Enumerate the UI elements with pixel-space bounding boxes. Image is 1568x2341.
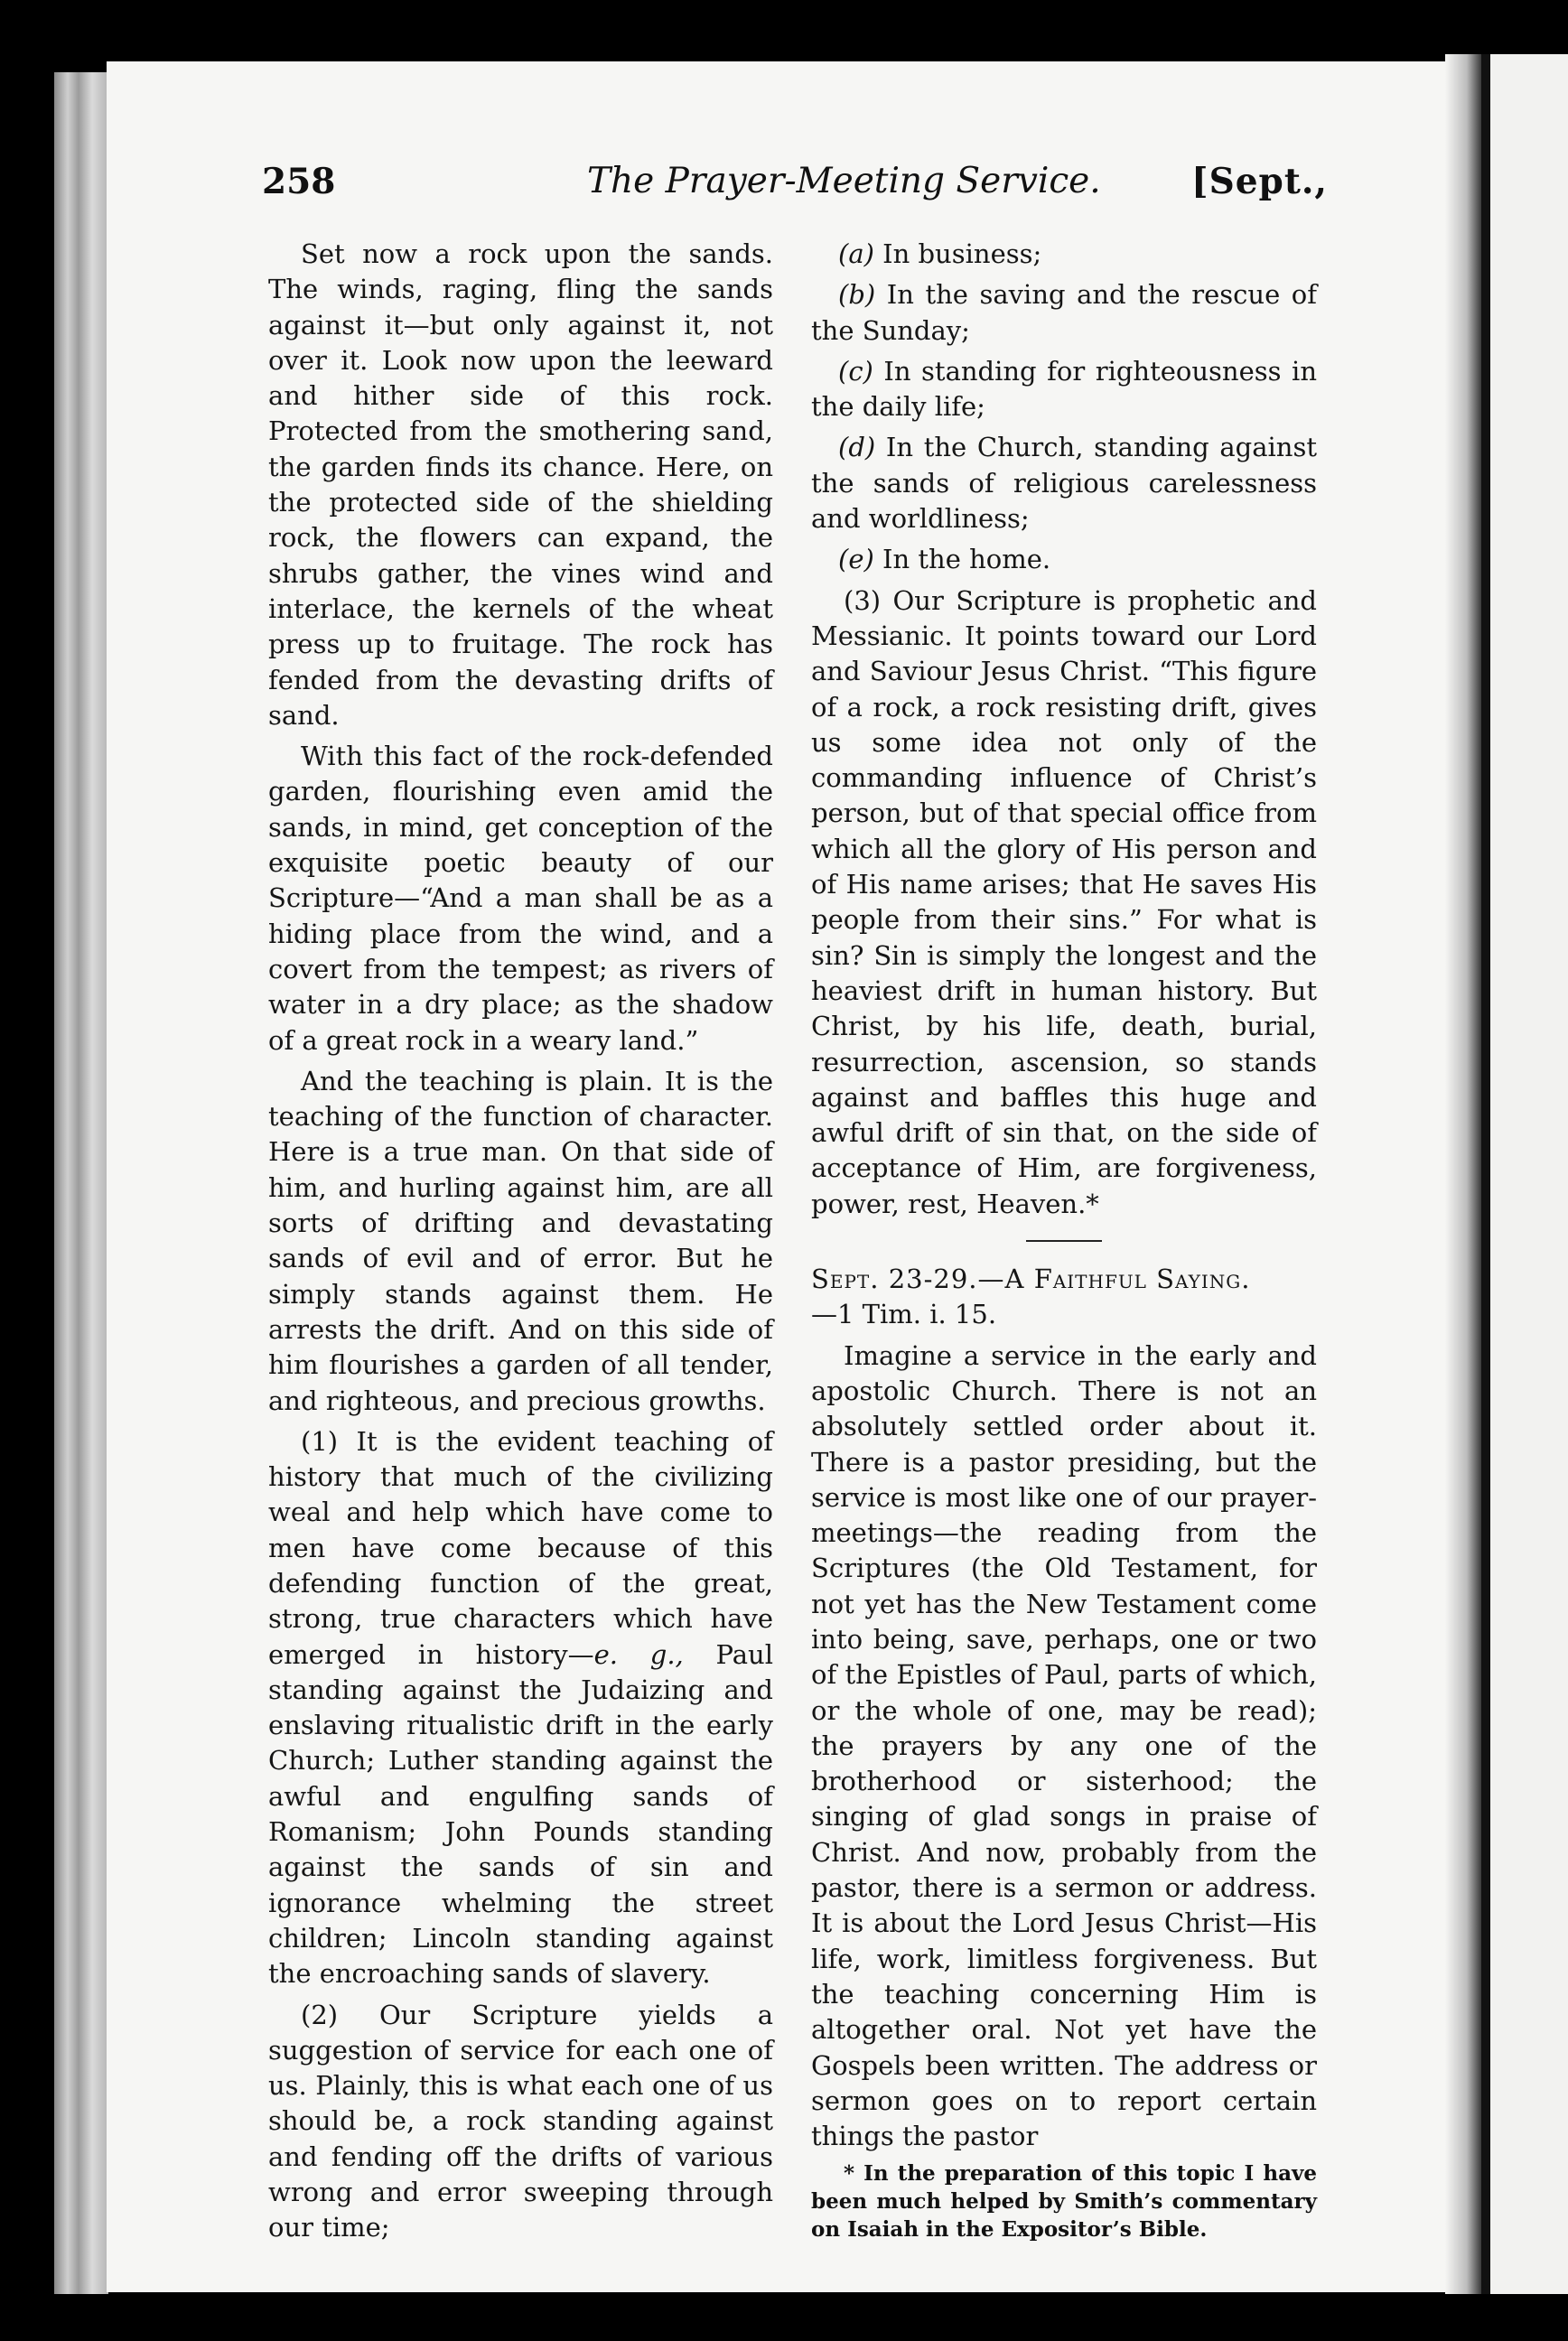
list-item-text: In the home. xyxy=(882,544,1051,575)
list-item-label: (e) xyxy=(838,544,874,575)
paragraph-function-of-character: And the teaching is plain. It is the teaching of the function of character. Here is a true man. On that side of him, and hurling against him, are all sorts of drifting and devastating sands of evil and of error. But he simply stands against them. He arrests the drift. And on this side of him flourishes a garden of all tender, and righteous, and precious growths. xyxy=(268,1065,773,1416)
paragraph-history-teaching xyxy=(268,1424,773,1992)
paragraph-early-church-service: Imagine a service in the early and apostolic Church. There is not an absolutely settled order about it. There is a pastor presiding, but the service is most like one of our prayer-meetings—the reading from the Scriptures (the Old Testament, for not yet has the New Testament come into being, save, perhaps, one or two of the Epistles of Paul, parts of which, or the whole of one, may be read); the prayers by any one of the brotherhood or sisterhood; the singing of glad songs in praise of Christ. And now, probably from the pastor, there is a sermon or address. It is about the Lord Jesus Christ—His life, work, limitless forgiveness. But the teaching concerning Him is altogether oral. Not yet have the Gospels been written. The address or sermon goes on to report certain things the pastor xyxy=(811,1339,1317,2152)
history-text-eg: e. g., xyxy=(593,1638,684,1670)
paragraph-rock-sands: Set now a rock upon the sands. The winds, raging, fling the sands against it—but only against it, not over it. Look now upon the leeward and hither side of this rock. Protected from the smothering sand, the garden finds its chance. Here, on the protected side of the shielding rock, the flowers can expand, the shrubs gather, the vines wind and interlace, the kernels of the wheat press up to fruitage. The rock has fended from the devasting drifts of sand. xyxy=(268,238,773,731)
list-item xyxy=(811,237,1317,272)
paragraph-messianic: (3) Our Scripture is prophetic and Messianic. It points toward our Lord and Saviour Jesus Christ. “This figure of a rock, a rock resisting drift, gives us some idea not only of the commanding influence of Christ’s person, but of that special office from which all the glory of His person and of His name arises; that He saves His people from their sins.” For what is sin? Sin is simply the longest and the heaviest drift in human history. But Christ, by his life, death, burial, resurrection, ascension, so stands against and baffles this huge and awful drift of sin that, on the side of acceptance of Him, are forgiveness, power, rest, Heaven.* xyxy=(811,584,1317,1219)
right-column xyxy=(811,237,1317,2249)
running-title: The Prayer-Meeting Service. xyxy=(587,161,1101,201)
topic-date: Sept. 23-29. xyxy=(811,1264,978,1295)
list-item-label: (b) xyxy=(838,279,876,311)
list-item-text: In standing for righteousness in the daily life; xyxy=(811,355,1317,423)
paragraph-rock-defended-garden: With this fact of the rock-defended garden, flourishing even amid the sands, in mind, get conception of the exquisite poetic beauty of our Scripture—“And a man shall be as a hiding place from the wind, and a covert from the tempest; as rivers of water in a dry place; as the shadow of a great rock in a weary land.” xyxy=(268,741,773,1056)
page-header xyxy=(262,161,1328,215)
history-text-b: Paul standing against the Judaizing and enslaving ritualistic drift in the early Church; Luther standing against the awful and engulfing sands of Romanism; John Pounds standing against the sands of sin and ignorance whelming the street children; Lincoln standing against the encroaching sands of slavery. xyxy=(268,1638,773,1990)
list-item xyxy=(811,277,1317,349)
gutter-shadow xyxy=(1445,54,1481,2294)
paragraph-service-suggestion: (2) Our Scripture yields a suggestion of service for each one of us. Plainly, this is what each one of us should be, a rock standing against and fending off the drifts of various wrong and error sweeping through our time; xyxy=(268,1999,773,2243)
left-column xyxy=(268,237,773,2252)
list-item-label: (c) xyxy=(838,355,873,387)
list-item-label: (a) xyxy=(838,238,874,269)
list-item xyxy=(811,354,1317,425)
topic-heading xyxy=(811,1262,1317,1333)
page-edges-stack xyxy=(54,72,108,2294)
page-number: 258 xyxy=(262,161,336,202)
footnote: * In the preparation of this topic I have been much helped by Smith’s commentary on Isaiah in the Expositor’s Bible. xyxy=(811,2161,1317,2243)
section-divider xyxy=(1026,1240,1102,1242)
topic-title: —A Faithful Saying. xyxy=(977,1264,1251,1295)
list-item xyxy=(811,542,1317,577)
topic-reference: —1 Tim. i. 15. xyxy=(811,1299,997,1330)
list-item-text: In the saving and the rescue of the Sunday; xyxy=(811,279,1317,346)
list-item-text: In business; xyxy=(882,238,1042,269)
list-item-text: In the Church, standing against the sands of religious carelessness and worldliness; xyxy=(811,432,1317,535)
adjacent-page-strip xyxy=(1490,54,1568,2294)
history-text-a: (1) It is the evident teaching of history that much of the civilizing weal and help which have come to men have come because of this defending function of the great, strong, true characters which have emerged in history— xyxy=(268,1425,773,1670)
list-item-label: (d) xyxy=(838,432,876,463)
running-month: [Sept., xyxy=(1191,161,1328,202)
list-item xyxy=(811,430,1317,536)
